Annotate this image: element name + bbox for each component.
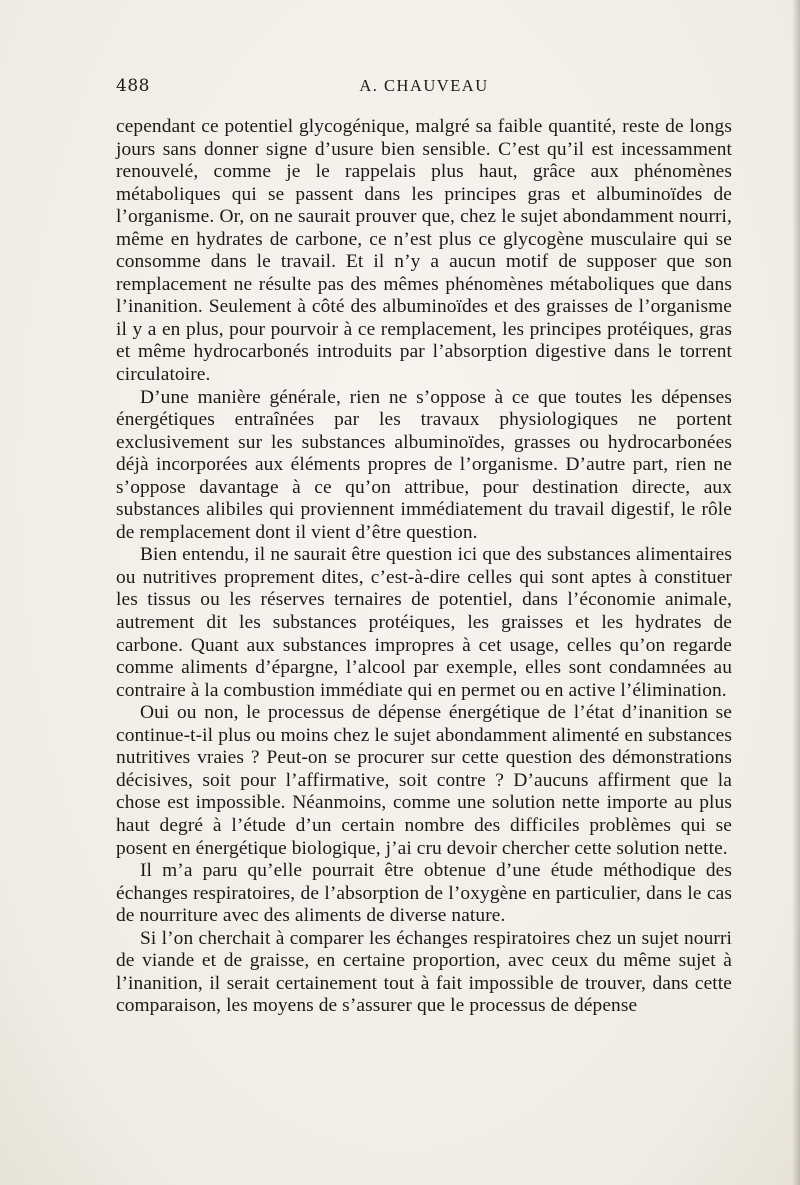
page-edge-shadow [792, 0, 800, 1185]
running-head: A. CHAUVEAU [359, 76, 489, 95]
paragraph-6: Si l’on cherchait à comparer les échanges respiratoires chez un sujet nourri de viande et de graisse, en certaine proportion, avec ceux du même sujet à l’inanition, il serait certainement tout à fait impossible de trouver, dans cette comparaison, les moyens de s’assurer que le processus de dépense [116, 927, 732, 1017]
paragraph-3: Bien entendu, il ne saurait être question ici que des substances alimentaires ou nutritives proprement dites, c’est-à-dire celles qui sont aptes à constituer les tissus ou les réserves ternaires de potentiel, dans l’économie animale, autrement dit les substances protéiques, les graisses et les hydrates de carbone. Quant aux substances impropres à cet usage, celles qu’on regarde comme aliments d’épargne, l’alcool par exemple, elles sont condamnées au contraire à la combustion immédiate qui en permet ou en active l’élimination. [116, 544, 732, 701]
paragraph-1: cependant ce potentiel glycogénique, malgré sa faible quantité, reste de longs jours sans donner signe d’usure bien sensible. C’est qu’il est incessamment renouvelé, comme je le rappelais plus haut, grâce aux phénomènes métaboliques qui se passent dans les principes gras et albuminoïdes de l’organisme. Or, on ne saurait prouver que, chez le sujet abondamment nourri, même en hydrates de carbone, ce n’est plus ce glycogène musculaire qui se consomme dans le travail. Et il n’y a aucun motif de supposer que son remplacement ne résulte pas des mêmes phénomènes métaboliques que dans l’inanition. Seulement à côté des albuminoïdes et des graisses de l’organisme il y a en plus, pour pourvoir à ce remplacement, les principes protéiques, gras et même hydrocarbonés introduits par l’absorption digestive dans le torrent circulatoire. [116, 116, 732, 386]
body-text [116, 116, 732, 1018]
paragraph-5: Il m’a paru qu’elle pourrait être obtenue d’une étude méthodique des échanges respiratoires, de l’absorption de l’oxygène en particulier, dans le cas de nourriture avec des aliments de diverse nature. [116, 860, 732, 927]
page-header [116, 76, 732, 102]
page-number: 488 [116, 76, 150, 96]
paragraph-4: Oui ou non, le processus de dépense énergétique de l’état d’inanition se continue-t-il plus ou moins chez le sujet abondamment alimenté en substances nutritives vraies ? Peut-on se procurer sur cette question des démonstrations décisives, soit pour l’affirmative, soit contre ? D’aucuns affirment que la chose est impossible. Néanmoins, comme une solution nette importe au plus haut degré à l’étude d’un certain nombre des difficiles problèmes qui se posent en énergétique biologique, j’ai cru devoir chercher cette solution nette. [116, 702, 732, 859]
paragraph-2: D’une manière générale, rien ne s’oppose à ce que toutes les dépenses énergétiques entraînées par les travaux physiologiques ne portent exclusivement sur les substances albuminoïdes, grasses ou hydrocarbonées déjà incorporées aux éléments propres de l’organisme. D’autre part, rien ne s’oppose davantage à ce qu’on attribue, pour destination directe, aux substances alibiles qui proviennent immédiatement du travail digestif, le rôle de remplacement dont il vient d’être question. [116, 386, 732, 543]
